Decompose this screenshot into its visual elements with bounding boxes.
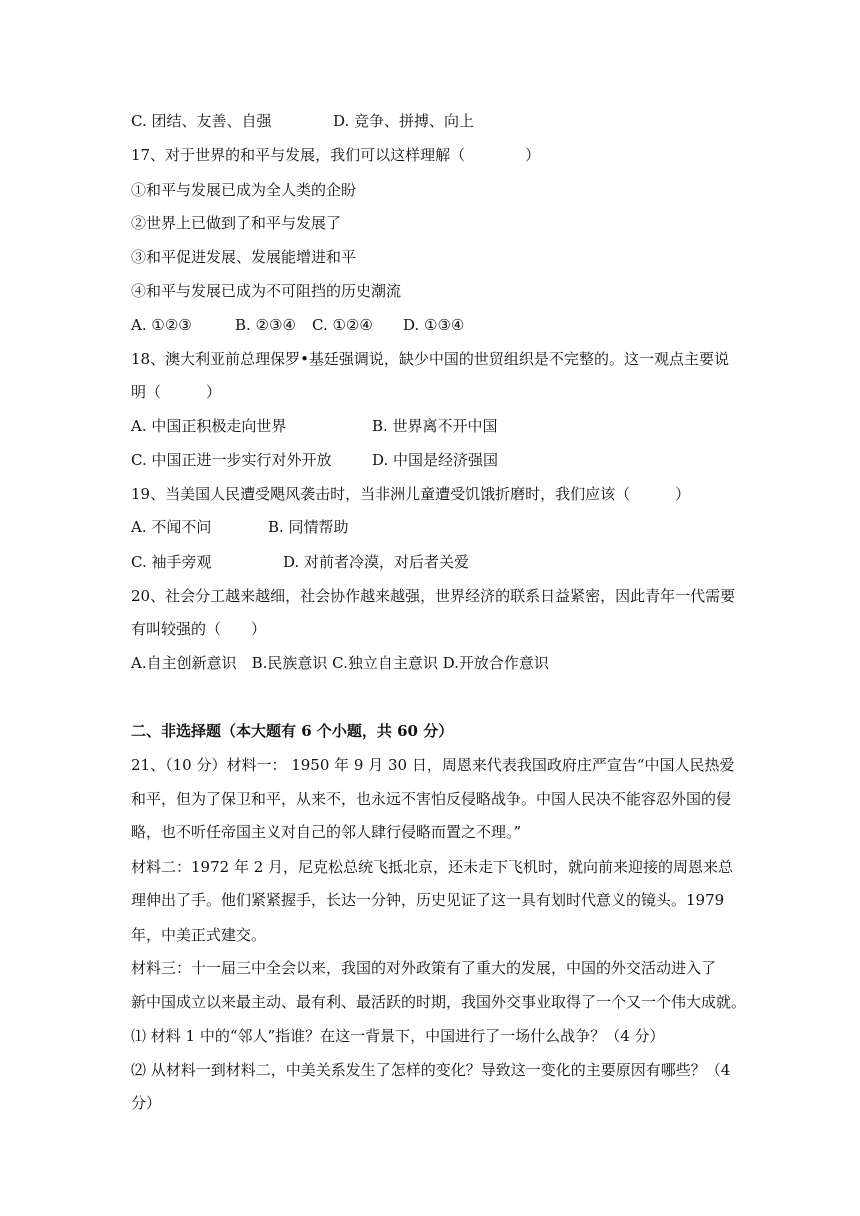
q19-options-row1 <box>131 517 349 537</box>
q18-options-row1 <box>131 416 498 436</box>
q21-material2-line1: 材料二：1972 年 2 月，尼克松总统飞抵北京，还未走下飞机时，就向前来迎接的周恩来总 <box>131 858 734 876</box>
q16-options-row <box>131 111 475 131</box>
q18-option-a: A. 中国正积极走向世界 <box>131 417 287 435</box>
q19-option-d: D. 对前者冷漠，对后者关爱 <box>283 553 470 571</box>
q21-sub-question-2-line1: ⑵ 从材料一到材料二，中美关系发生了怎样的变化？导致这一变化的主要原因有哪些？（4 <box>131 1061 731 1079</box>
q18-stem-line1: 18、澳大利亚前总理保罗•基廷强调说，缺少中国的世贸组织是不完整的。这一观点主要说 <box>131 350 729 368</box>
q21-sub-question-1: ⑴ 材料 1 中的“邻人”指谁？在这一背景下，中国进行了一场什么战争？（4 分） <box>131 1027 665 1045</box>
q17-item-1: ①和平与发展已成为全人类的企盼 <box>131 181 357 199</box>
q18-option-c: C. 中国正进一步实行对外开放 <box>131 451 332 469</box>
q16-option-d: D. 竞争、拼搏、向上 <box>333 112 475 130</box>
q18-option-b: B. 世界离不开中国 <box>372 417 498 435</box>
q21-material3-line2: 新中国成立以来最主动、最有利、最活跃的时期，我国外交事业取得了一个又一个伟大成就。 <box>131 993 747 1011</box>
q20-options: A.自主创新意识 B.民族意识 C.独立自主意识 D.开放合作意识 <box>131 654 549 672</box>
q17-option-d: D. ①③④ <box>403 316 465 334</box>
q20-stem-line2: 有叫较强的（ ） <box>131 620 267 638</box>
q17-stem: 17、对于世界的和平与发展，我们可以这样理解（ ） <box>131 146 541 164</box>
q21-material3-line1: 材料三：十一届三中全会以来，我国的对外政策有了重大的发展，中国的外交活动进入了 <box>131 959 717 977</box>
q19-option-b: B. 同情帮助 <box>268 518 349 536</box>
q18-option-d: D. 中国是经济强国 <box>372 451 499 469</box>
q17-option-b: B. ②③④ <box>235 316 296 334</box>
q21-material2-line2: 理伸出了手。他们紧紧握手，长达一分钟，历史见证了这一具有划时代意义的镜头。1979 <box>131 891 725 909</box>
q17-option-c: C. ①②④ <box>312 316 373 334</box>
q19-option-a: A. 不闻不问 <box>131 518 212 536</box>
q20-stem-line1: 20、社会分工越来越细，社会协作越来越强，世界经济的联系日益紧密，因此青年一代需要 <box>131 587 736 605</box>
q16-option-c: C. 团结、友善、自强 <box>131 112 272 130</box>
q21-material2-line3: 年，中美正式建交。 <box>131 926 267 944</box>
q18-options-row2 <box>131 450 499 470</box>
q21-material1-line1: 21、（10 分）材料一： 1950 年 9 月 30 日，周恩来代表我国政府庄严宣告“中国人民热爱 <box>131 756 735 774</box>
q17-item-2: ②世界上已做到了和平与发展了 <box>131 214 342 232</box>
q17-option-a: A. ①②③ <box>131 316 192 334</box>
q17-item-4: ④和平与发展已成为不可阻挡的历史潮流 <box>131 282 402 300</box>
q21-material1-line3: 略，也不听任帝国主义对自己的邻人肆行侵略而置之不理。” <box>131 823 522 841</box>
q17-options-row <box>131 315 465 335</box>
section2-heading: 二、非选择题（本大题有 6 个小题，共 60 分） <box>131 722 454 740</box>
q18-stem-line2: 明（ ） <box>131 383 222 401</box>
q19-options-row2 <box>131 552 470 572</box>
q19-stem: 19、当美国人民遭受飓风袭击时，当非洲儿童遭受饥饿折磨时，我们应该（ ） <box>131 485 691 503</box>
q19-option-c: C. 袖手旁观 <box>131 553 212 571</box>
q21-material1-line2: 和平，但为了保卫和平，从来不，也永远不害怕反侵略战争。中国人民决不能容忍外国的侵 <box>131 790 732 808</box>
q17-item-3: ③和平促进发展、发展能增进和平 <box>131 248 357 266</box>
q21-sub-question-2-line2: 分） <box>131 1094 162 1112</box>
